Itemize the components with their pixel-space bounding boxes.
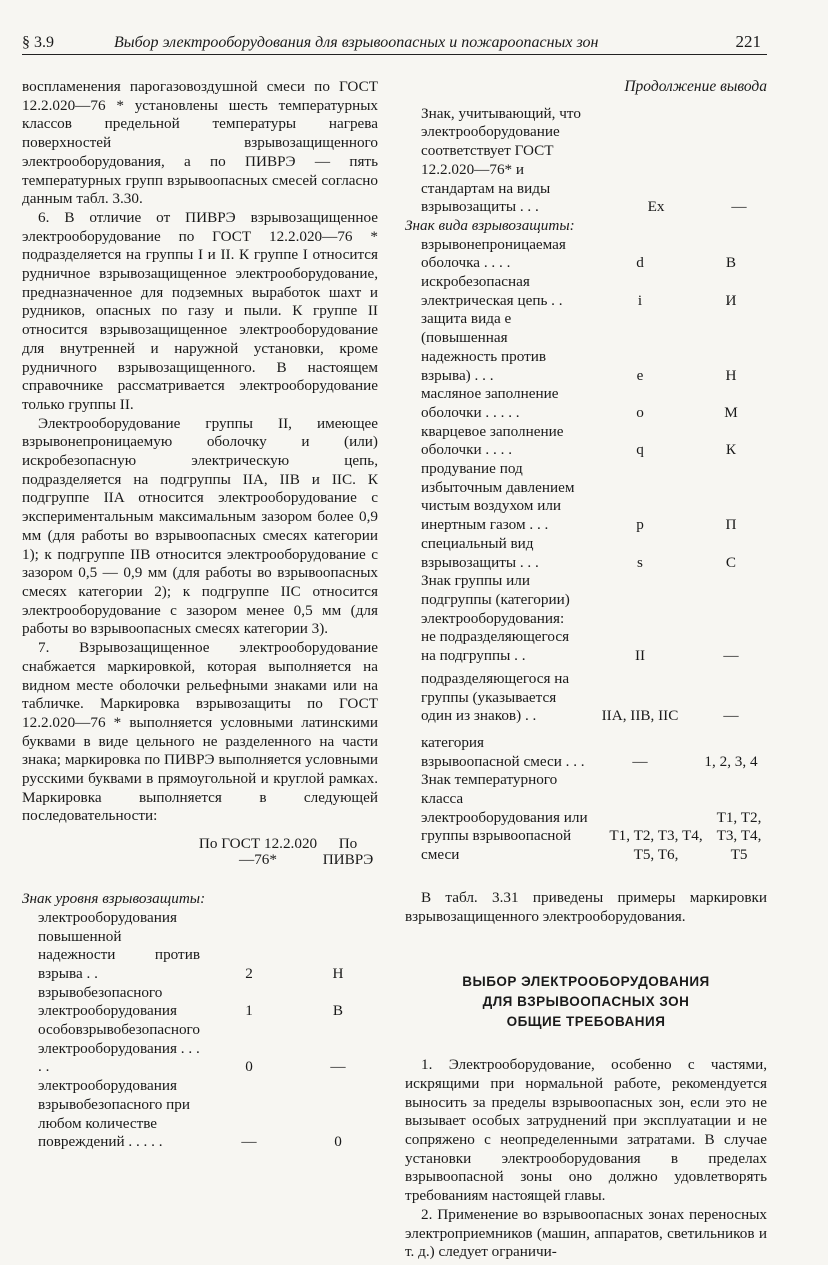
table-row: кварцевое заполнение оболочки . . . . q К	[421, 422, 737, 459]
marking-table-header	[22, 836, 378, 868]
paragraph: Электрооборудование группы II, имеющее взрывонепроницаемую оболочку и (или) искробезопасную электрическую цепь, подразделяется на подгруппы IIA, IIB и IIC. К подгруппе IIA относится электрооборудование с экспериментальным максимальным зазором более 0,9 мм (для работы во взрывоопасных смесях категории 1); к подгруппе IIB относится электрооборудование с зазором 0,5 — 0,9 мм (для работы во взрывоопасных смесях категории 2); к подгруппе IIC относится электрооборудование с зазором менее 0,5 мм (для работы во взрывоопасных смесях категории 3).	[22, 414, 378, 638]
col-header-gost: По ГОСТ 12.2.020—76*	[198, 835, 318, 869]
section-number: § 3.9	[22, 34, 54, 51]
running-title: Выбор электрооборудования для взрывоопасных и пожароопасных зон	[114, 34, 599, 51]
group-title: Знак группы или подгруппы (категории) электрооборудования:	[421, 572, 570, 627]
table-row: Знак температурного класса электрооборудования или группы взрывоопасной смеси T1, T2, T3, T4, T5, T6, T1, T2, T3, T4, T5	[421, 771, 762, 864]
paragraph: 2. Применение во взрывоопасных зонах переносных электроприемников (машин, аппаратов, светильников и т. д.) следует ограничи-	[405, 1205, 767, 1261]
paragraph: 1. Электрооборудование, особенно с частями, искрящими при нормальной работе, рекомендуется выносить за пределы взрывоопасных зон, если это не вызывает особых затруднений при эксплуатации и не сопряжено с неопределенными затратами. В случае установки электрооборудования в пределах взрывоопасной зоны оно должно удовлетворять требованиям настоящей главы.	[405, 1056, 767, 1205]
section-heading: ВЫБОР ЭЛЕКТРООБОРУДОВАНИЯ ДЛЯ ВЗРЫВООПАСНЫХ ЗОН ОБЩИЕ ТРЕБОВАНИЯ	[462, 974, 710, 1030]
table-row: электрооборудования повышенной надежности против взрыва . . 2 Н	[38, 908, 344, 982]
table-row: специальный вид взрывозащиты . . . s С	[421, 534, 737, 571]
table-row: взрывобезопасного электрооборудования 1 В	[38, 983, 344, 1020]
level-title: Знак уровня взрывозащиты:	[22, 890, 206, 908]
running-header	[22, 30, 767, 55]
table-row: взрывонепроницаемая оболочка . . . . d В	[421, 235, 737, 272]
continuation-label: Продолжение вывода	[624, 78, 767, 95]
table-row: подразделяющегося на группы (указывается один из знаков) . . IIA, IIB, IIC —	[421, 669, 739, 725]
table-row: особовзрывобезопасного электрооборудования . . . . . 0 —	[38, 1021, 346, 1076]
paragraph: 7. Взрывозащищенное электрооборудование снабжается маркировкой, которая выполняется на видном месте оболочки рельефными знаками или на табличке. Маркировка взрывозащиты по ГОСТ 12.2.020—76 * выполняется условными латинскими буквами в виде цельного не разделенного на части знака; маркировка по ПИВРЭ выполняется условными русскими буквами в прямоугольной и круглой рамках. Маркировка выполняется в следующей последовательности:	[22, 639, 378, 825]
paragraph: 6. В отличие от ПИВРЭ взрывозащищенное электрооборудование по ГОСТ 12.2.020—76 * подразделяется на группы I и II. К группе I относится рудничное взрывозащищенное электрооборудование, предназначенное для подземных выработок шахт и рудников, опасных по газу и пыли. К группе II относится взрывозащищенное электрооборудование для внутренней и наружной установки, кроме рудничного взрывозащищенного. В настоящем справочнике рассматривается электрооборудование только группы II.	[22, 208, 378, 413]
table-row: искробезопасная электрическая цепь . . i И	[421, 273, 737, 309]
table-row: категория взрывоопасной смеси . . . — 1, 2, 3, 4	[421, 733, 758, 770]
col-header-pivre: По ПИВРЭ	[322, 835, 374, 869]
table-row: не подразделяющегося на подгруппы . . II —	[421, 628, 739, 665]
table-row: Знак, учитывающий, что электрооборудование соответствует ГОСТ 12.2.020—76* и стандартам на виды взрывозащиты . . . Ex —	[421, 104, 747, 216]
paragraph: воспламенения парогазовоздушной смеси по ГОСТ 12.2.020—76 * установлены шесть температурных классов предельной температуры нагрева поверхностей взрывозащищенного электрооборудования, а по ПИВРЭ — пять температурных групп взрывоопасных смесей согласно данным табл. 3.30.	[22, 78, 378, 208]
right-column	[405, 78, 767, 1262]
paragraph: В табл. 3.31 приведены примеры маркировки взрывозащищенного электрооборудования.	[405, 888, 767, 925]
table-row: защита вида e (повышенная надежность против взрыва) . . . e Н	[421, 310, 737, 384]
table-row: электрооборудования взрывобезопасного при любом количестве повреждений . . . . . — 0	[38, 1077, 342, 1151]
kind-title: Знак вида взрывозащиты:	[405, 216, 575, 234]
table-row: продувание под избыточным давлением чистым воздухом или инертным газом . . . p П	[421, 460, 737, 534]
page-number: 221	[735, 32, 761, 51]
table-row: масляное заполнение оболочки . . . . . o М	[421, 385, 738, 421]
left-column	[22, 78, 378, 1152]
